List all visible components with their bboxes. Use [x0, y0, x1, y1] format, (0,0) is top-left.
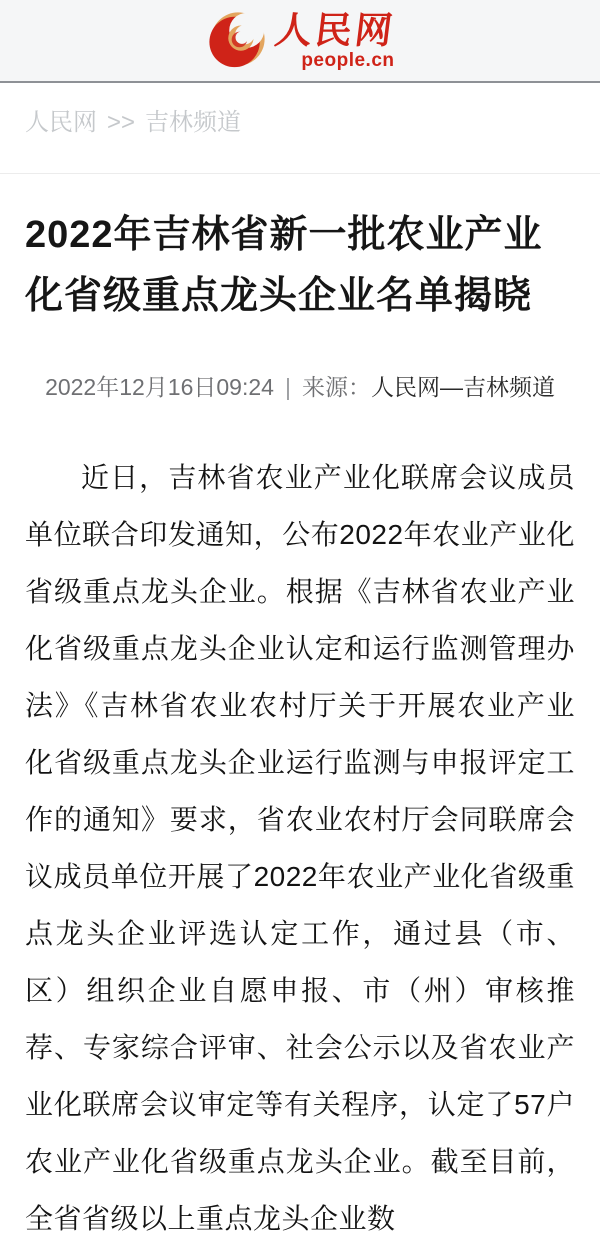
article-paragraph: 近日，吉林省农业产业化联席会议成员单位联合印发通知，公布2022年农业产业化省级重点龙头企业。根据《吉林省农业产业化省级重点龙头企业认定和运行监测管理办法》《吉林省农业农村厅关于开展农业产业化省级重点龙头企业运行监测与申报评定工作的通知》要求，省农业农村厅会同联席会议成员单位开展了2022年农业产业化省级重点龙头企业评选认定工作，通过县（市、区）组织企业自愿申报、市（州）审核推荐、专家综合评审、社会公示以及省农业产业化联席会议审定等有关程序，认定了57户农业产业化省级重点龙头企业。截至目前，全省省级以上重点龙头企业数: [25, 461, 575, 1234]
publish-time: 2022年12月16日09:24: [45, 374, 274, 401]
article-meta: [0, 374, 600, 402]
logo-domain-name: people.cn: [301, 49, 395, 71]
breadcrumb: [0, 83, 600, 174]
site-header: [0, 0, 600, 83]
people-cn-logo-icon: [206, 10, 268, 72]
meta-separator: |: [284, 374, 291, 401]
logo-text: [271, 7, 398, 71]
breadcrumb-separator: >>: [107, 109, 136, 136]
logo-site-name: 人民网: [271, 7, 398, 52]
source-label: 来源：: [301, 374, 371, 401]
source-link[interactable]: 人民网—吉林频道: [370, 374, 555, 401]
people-cn-logo[interactable]: [206, 7, 398, 72]
article: [0, 205, 600, 1247]
breadcrumb-channel-link[interactable]: 吉林频道: [145, 109, 242, 136]
breadcrumb-site-link[interactable]: 人民网: [25, 109, 97, 136]
article-title: 2022年吉林省新一批农业产业化省级重点龙头企业名单揭晓: [25, 214, 543, 318]
